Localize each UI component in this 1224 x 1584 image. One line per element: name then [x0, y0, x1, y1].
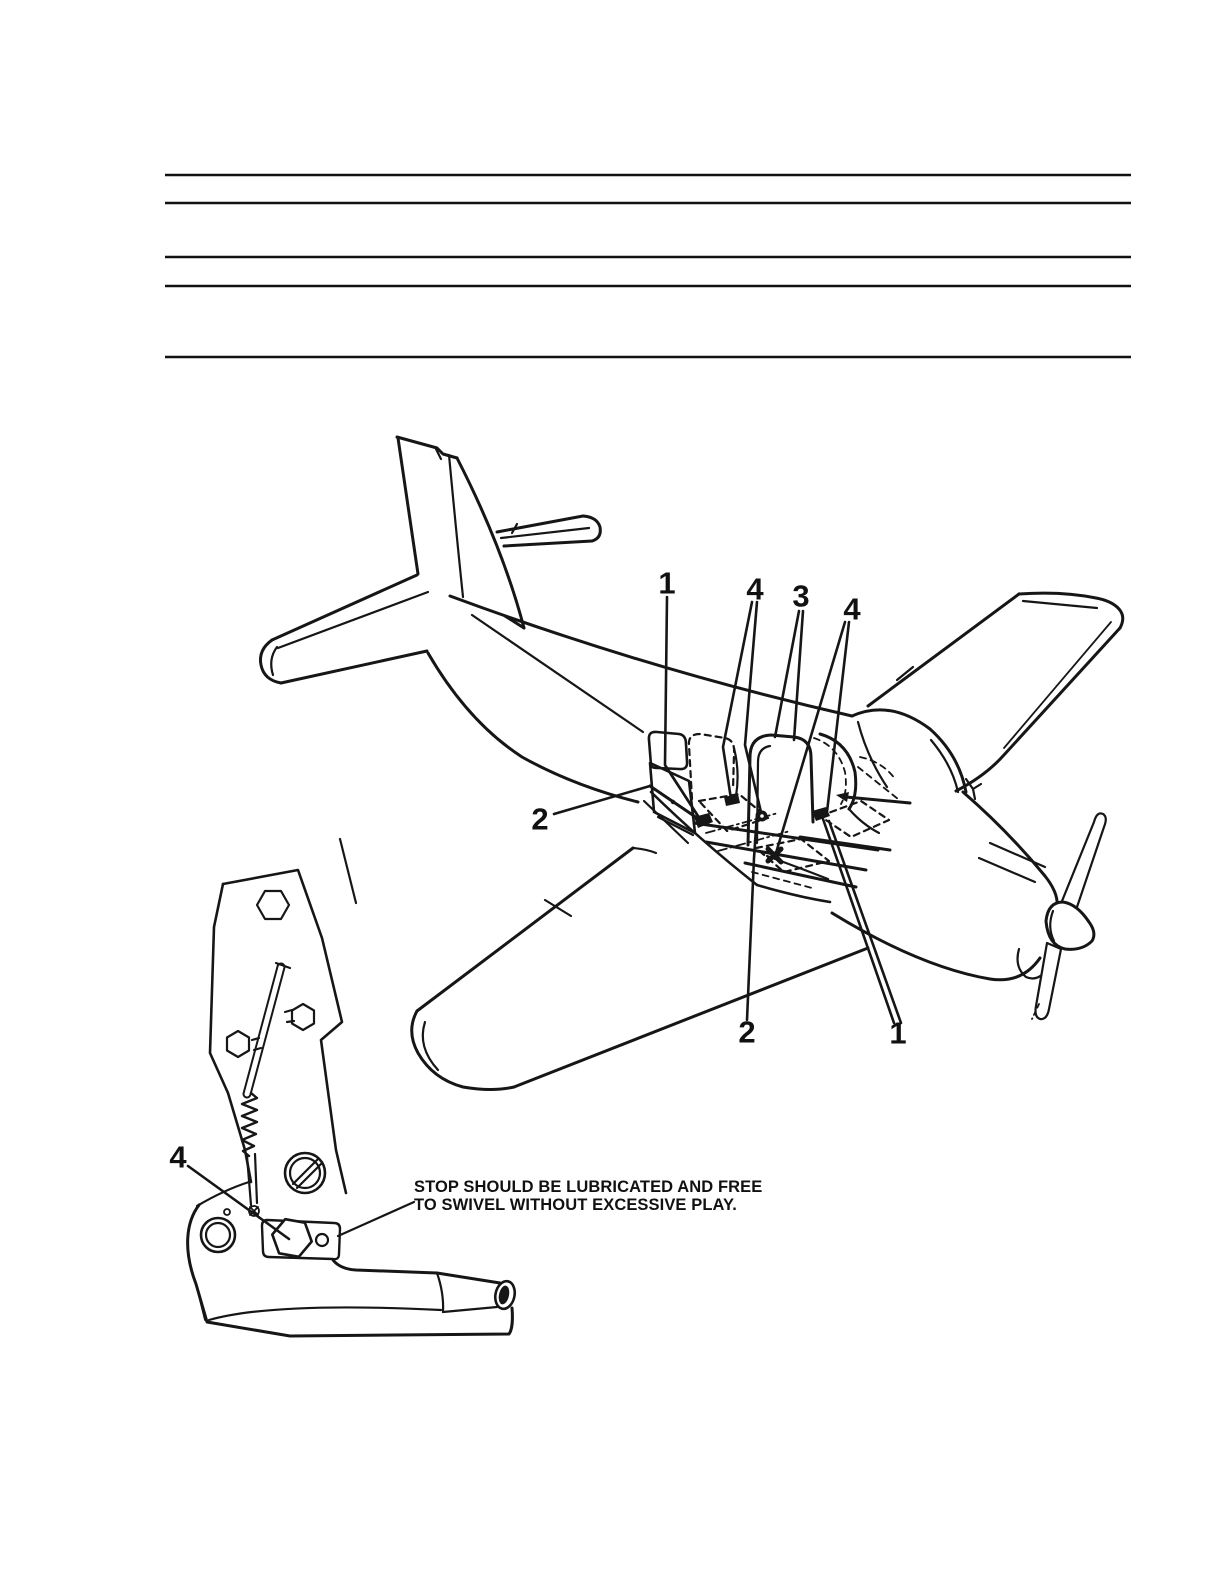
stop-annotation-line1: STOP SHOULD BE LUBRICATED AND FREE	[414, 1178, 763, 1196]
tail-group	[260, 437, 600, 683]
callout-label-2-left: 2	[531, 801, 549, 837]
aircraft-illustration	[260, 437, 1122, 1090]
canopy	[852, 710, 981, 799]
stop-annotation	[414, 1178, 762, 1215]
callout-label-4-top: 4	[746, 571, 764, 607]
bracket-plate	[210, 839, 356, 1193]
callout-label-2-bottom: 2	[738, 1014, 756, 1050]
callout-leader-lines	[188, 597, 901, 1239]
cabin-interior	[671, 734, 910, 888]
callout-label-1-top: 1	[658, 565, 676, 601]
stop-annotation-line2: TO SWIVEL WITHOUT EXCESSIVE PLAY.	[414, 1196, 737, 1215]
right-wing	[868, 593, 1123, 791]
callout-label-3-top: 3	[792, 578, 810, 614]
header-rules	[165, 175, 1131, 357]
callout-label-1-bottom: 1	[889, 1015, 907, 1051]
stop-plate	[262, 1219, 340, 1259]
callout-label-4-right: 4	[843, 591, 861, 627]
pivot-boss	[285, 1153, 325, 1193]
nose-propeller	[832, 792, 1106, 1019]
callout-label-4-detail: 4	[169, 1139, 187, 1175]
